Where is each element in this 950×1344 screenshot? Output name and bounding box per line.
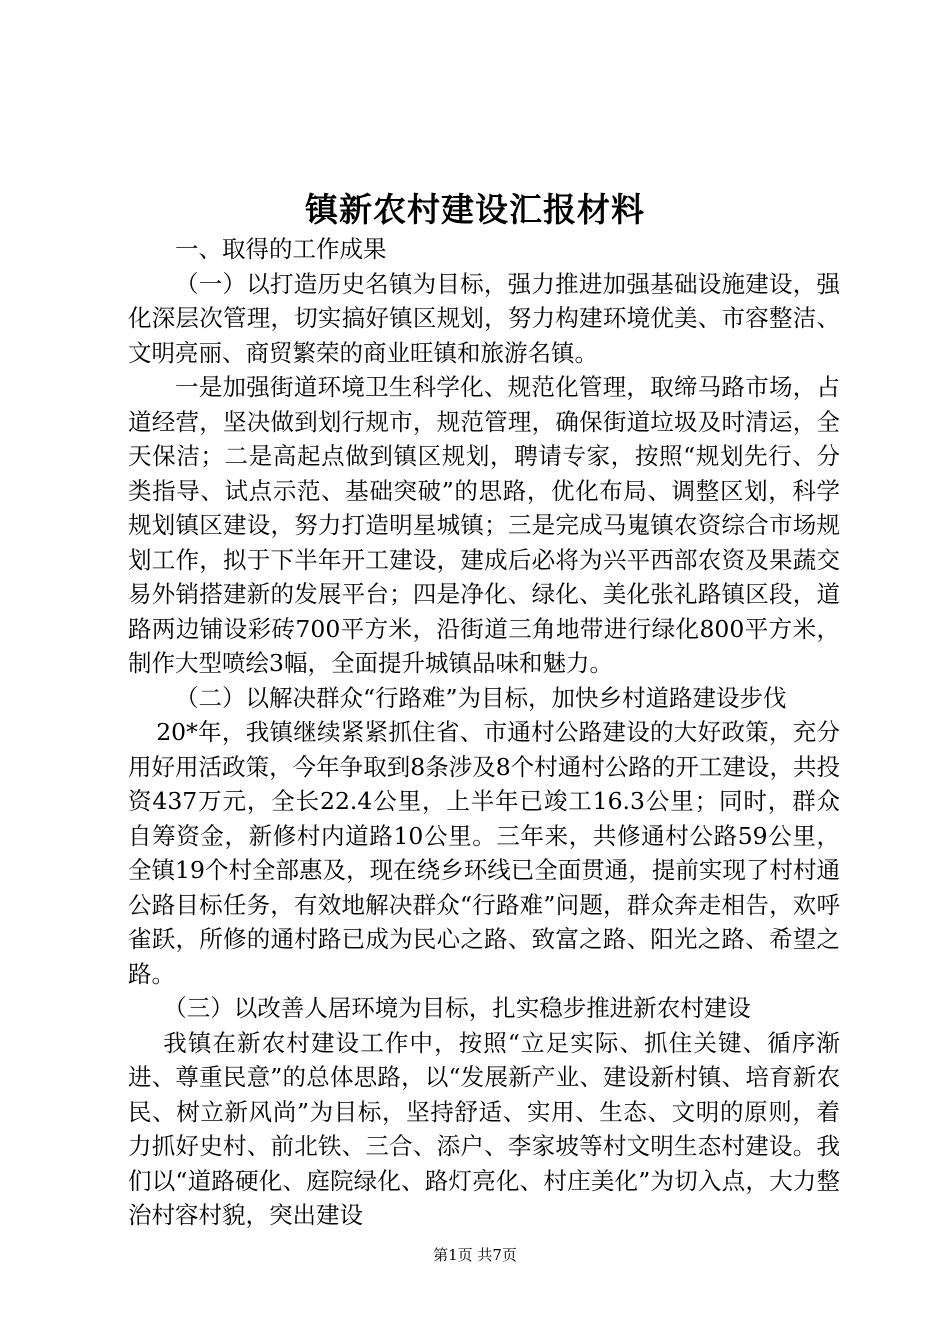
subsection-heading-1: （一）以打造历史名镇为目标，强力推进加强基础设施建设，强化深层次管理，切实搞好镇区规划，努力构建环境优美、市容整洁、文明亮丽、商贸繁荣的商业旺镇和旅游名镇。 bbox=[128, 269, 840, 367]
body-paragraph-3: 我镇在新农村建设工作中，按照“立足实际、抓住关键、循序渐进、尊重民意”的总体思路，以“发展新产业、建设新村镇、培育新农民、树立新风尚”为目标，坚持舒适、实用、生态、文明的原则，着力抓好史村、前北铁、三合、添户、李家坡等村文明生态村建设。我们以“道路硬化、庭院绿化、路灯亮化、村庄美化”为切入点，大力整治村容村貌，突出建设 bbox=[128, 1028, 840, 1229]
subsection-heading-3: （三）以改善人居环境为目标，扎实稳步推进新农村建设 bbox=[163, 994, 751, 1022]
subsection-heading-2: （二）以解决群众“行路难”为目标，加快乡村道路建设步伐 bbox=[175, 683, 787, 712]
body-paragraph-1: 一是加强街道环境卫生科学化、规范化管理，取缔马路市场，占道经营，坚决做到划行规市，规范管理，确保街道垃圾及时清运，全天保洁；二是高起点做到镇区规划，聘请专家，按照“规划先行、分类指导、试点示范、基础突破”的思路，优化布局、调整区划，科学规划镇区建设，努力打造明星城镇；三是完成马嵬镇农资综合市场规划工作，拟于下半年开工建设，建成后必将为兴平西部农资及果蔬交易外销搭建新的发展平台；四是净化、绿化、美化张礼路镇区段，道路两边铺设彩砖700平方米，沿街道三角地带进行绿化800平方米，制作大型喷绘3幅，全面提升城镇品味和魅力。 bbox=[128, 373, 840, 677]
document-body bbox=[128, 232, 840, 1233]
page-number-footer: 第1页 共7页 bbox=[433, 1246, 517, 1264]
document-title: 镇新农村建设汇报材料 bbox=[305, 190, 645, 229]
body-paragraph-2: 20*年，我镇继续紧紧抓住省、市通村公路建设的大好政策，充分用好用活政策，今年争取到8条涉及8个村通村公路的开工建设，共投资437万元，全长22.4公里，上半年已竣工16.3公里；同时，群众自筹资金，新修村内道路10公里。三年来，共修通村公路59公里，全镇19个村全部惠及，现在绕乡环线已全面贯通，提前实现了村村通公路目标任务，有效地解决群众“行路难”问题，群众奔走相告，欢呼雀跃，所修的通村路已成为民心之路、致富之路、阳光之路、希望之路。 bbox=[128, 718, 840, 988]
section-heading-achievements: 一、取得的工作成果 bbox=[175, 235, 387, 263]
